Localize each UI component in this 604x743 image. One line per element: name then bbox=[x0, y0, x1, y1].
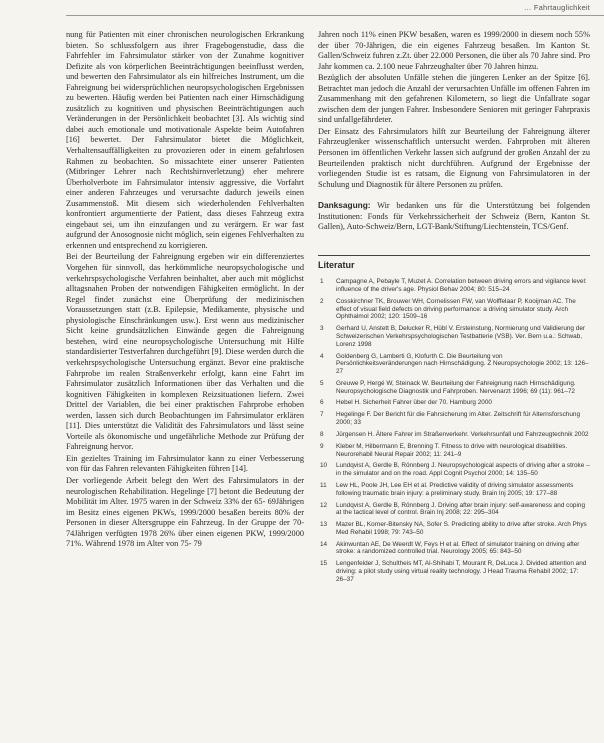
body-paragraph: Bei der Beurteilung der Fahreignung ergeben wir ein differenziertes Vorgehen für sinnvoll, das herkömmliche neuropsychologische und verkehrspsychologische Verfahren beinhaltet, aber auch mit möglichst alltagsnahen Proben der notwendigen Fähigkeiten ermöglicht. In der Regel findet zunächst eine Überprüfung der medizinischen Voraussetzungen statt (z.B. Epilepsie, Medikamente, physische und physiologische Einschränkungen usw.). Erst wenn aus medizinischer Sicht keine grundsätzlichen Einwände gegen die Fahreignung bestehen, wird eine neuropsychologische Untersuchung mit Hilfe standardisierter Testverfahren durchgeführt [9]. Diese werden durch die verkehrspsychologische Untersuchung ergänzt. Bevor eine praktische Fahrprobe im realen Straßenverkehr erfolgt, kann eine Fahrt im Fahrsimulator zusätzlich Informationen über das Verhalten und die kognitiven Fähigkeiten in komplexen Reizsituationen liefern. Zwei Drittel der Variablen, die bei einer praktischen Fahrprobe erhoben werden, lassen sich durch Beobachtungen im Fahrsimulator erklären [11]. Dies unterstützt die Validität des Fahrsimulators und lässt seine Vorteile als ökonomische und ungefährliche Methode zur Prüfung der Fahreignung hervor. bbox=[66, 252, 304, 452]
reference-number: 1 bbox=[320, 278, 324, 286]
reference-item bbox=[318, 482, 590, 497]
reference-item bbox=[318, 411, 590, 426]
reference-number: 9 bbox=[320, 442, 324, 450]
running-head: … Fahrtauglichkeit bbox=[523, 3, 590, 12]
reference-item bbox=[318, 399, 590, 407]
body-paragraph: nung für Patienten mit einer chronischen neurologischen Erkrankung bieten. So schlussfolgern aus ihrer Fragebogenstudie, dass die Fahrfehler im Fahrsimulator stärker von der Zunahme kognitiver Defizite als von körperlichen Beeinträchtigungen beeinflusst werden, und bewerten den Fahrsimulator als ein hilfreiches Instrument, um die Fahreignung bei widersprüchlichen neuropsychologischen Ergebnissen zu bewerten. Häufig werden bei Patienten nach einer Hirnschädigung zusätzlich zu kognitiven und physischen Beeinträchtigungen auch Veränderungen in der Persönlichkeit beobachtet [3]. Als wichtig sind dabei auch emotionale und motivationale Aspekte beim Autofahren [16] bewertet. Der Fahrsimulator bietet die Möglichkeit, Verhaltensauffälligkeiten zu provozieren oder in einem gefahrlosen Rahmen zu beobachten. So missachtete einer unserer Patienten (Mitbringer Lehrer nach Rechtshirnverletzung) eher mehrere Überholverbote im Fahrsimulator intensiv aggressive, die Vorfahrt einer anderen Fahrzeuges und verursachte dadurch jeweils einen Zusammenstoß. Mit diesem sich wiederholenden Fehlverhalten konfrontiert argumentierte der Patient, dass dieses Fahrzeug extra eingebaut sei, um ihn einzufangen und zu verärgern. Er war fast aufgrund der Anosognosie nicht möglich, sein eigenes Fehlverhalten zu erkennen und entsprechend zu korrigieren. bbox=[66, 30, 304, 250]
reference-number: 2 bbox=[320, 297, 324, 305]
acknowledgement bbox=[318, 200, 590, 233]
reference-number: 13 bbox=[320, 521, 328, 529]
reference-item bbox=[318, 541, 590, 556]
reference-list bbox=[318, 278, 590, 583]
body-paragraph: Ein gezieltes Training im Fahrsimulator kann zu einer Verbesserung von für das Fahren relevanten Fähigkeiten führen [14]. bbox=[66, 453, 304, 474]
reference-text: Kleber M, Hilbermann E, Brenning T. Fitness to drive with neurological disabilities. Neurorehabil Neural Repair 2002; 11: 241–9 bbox=[336, 442, 568, 458]
reference-text: Lew HL, Poole JH, Lee EH et al. Predictive validity of driving simulator assessments following traumatic brain injury: a preliminary study. Brain Inj 2005; 19: 177–88 bbox=[336, 481, 574, 497]
reference-item bbox=[318, 462, 590, 477]
reference-item bbox=[318, 502, 590, 517]
body-paragraph: Der Einsatz des Fahrsimulators hilft zur Beurteilung der Fahreignung älterer Fahrzeuglenker wissenschaftlich untersucht werden. Fahrproben mit älteren Personen im öffentlichen Verkehr lassen sich aufgrund der großen Anzahl der zu Beurteilenden praktisch nicht durchführen. Aufgrund der Ergebnisse der vorliegenden Studie ist es ratsam, die Eignung von Fahrsimulatoren in der Schulung und Diagnostik für ältere Personen zu prüfen. bbox=[318, 126, 590, 189]
reference-item bbox=[318, 380, 590, 395]
reference-text: Akinwuntan AE, De Weerdt W, Feys H et al. Effect of simulator training on driving after stroke: a randomized controlled trial. Neurology 2005; 65: 843–50 bbox=[336, 540, 580, 556]
reference-number: 4 bbox=[320, 352, 324, 360]
reference-text: Campagne A, Pebayle T, Muzet A. Correlation between driving errors and vigilance level: influence of the driver's age. Physiol Behav 2004; 80: 515–24 bbox=[336, 278, 587, 294]
reference-item bbox=[318, 521, 590, 536]
reference-number: 6 bbox=[320, 399, 324, 407]
body-paragraph: Der vorliegende Arbeit belegt den Wert des Fahrsimulators in der neurologischen Rehabilitation. Hegelinge [7] betont die Bedeutung der Mobilität im Alter. 1975 waren in der Schweiz 33% der 65- 69Jährigen im Besitz eines eigenen PKWs, 1999/2000 besaßen bereits 80% der Personen in dieser Altersgruppe ein Fahrzeug. In der Gruppe der 70- 74Jährigen verfügten 1978 26% über einen eigenen PKW, 1999/2000 71%. Während 1978 im Alter von 75- 79 bbox=[66, 475, 304, 549]
reference-text: Hegelinge F. Der Bericht für die Fahrsicherung im Alter. Zeitschrift für Alternsforschung 2000; 33 bbox=[336, 411, 581, 427]
acknowledgement-label: Danksagung: bbox=[318, 200, 371, 211]
reference-text: Hebel H. Sicherheit Fahrer über der 70. Hamburg 2000 bbox=[336, 399, 492, 407]
right-column bbox=[318, 30, 590, 588]
reference-text: Lengenfelder J, Schultheis MT, Al-Shihabi T, Mourant R, DeLuca J. Divided attention and driving: a pilot study using virtual reality technology. J Head Trauma Rehabil 2002; 17: 26–37 bbox=[336, 560, 587, 583]
reference-text: Greuwe P, Hergé W, Steinack W. Beurteilung der Fahreignung nach Hirnschädigung. Neuropsychologische Diagnostik und Fahrproben. Nervenarzt 1996; 69 (11): 961–72 bbox=[336, 379, 576, 395]
reference-text: Lundqvist A, Gerdle B, Rönnberg J. Neuropsychological aspects of driving after a stroke – in the simulator and on the road. Appl Cognit Psychol 2000; 14: 135–50 bbox=[336, 462, 590, 478]
reference-number: 5 bbox=[320, 379, 324, 387]
reference-number: 8 bbox=[320, 430, 324, 438]
reference-text: Gerhard U, Anstett B, Delucker R, Hübl V. Ersteinstung, Normierung und Validierung der Schweizerischen Verkehrspsychologischen Testbatterie (VSB). Ver. Bern u.a.: Schwab, Lorenz 1998 bbox=[336, 325, 586, 348]
acknowledgement-text: Wir bedanken uns für die Unterstützung bei folgenden Institutionen: Fonds für Verkehrssicherheit der Schweiz (Bern, Kanton St. Gallen), Auto-Schweiz/Bern, LGT-Bank/Stiftung/Liechtenstein, TCS/Genf. bbox=[318, 201, 590, 232]
reference-text: Jürgensen H. Ältere Fahrer im Straßenverkehr. Verkehrsunfall und Fahrzeugtechnik 2002 bbox=[336, 430, 589, 438]
header-rule bbox=[66, 15, 604, 16]
reference-item bbox=[318, 325, 590, 348]
reference-text: Cosskirchner TK, Brouwer WH, Cornelissen FW, van Wolffelaar P, Kooijman AC. The effect of visual field defects on driving performance: a driving simulator study. Arch Ophthalmol 2002; 120: 1509–16 bbox=[336, 297, 576, 321]
literature-heading: Literatur bbox=[318, 260, 355, 271]
section-divider bbox=[318, 255, 590, 257]
reference-text: Mazer BL, Korner-Bitensky NA, Sofer S. Predicting ability to drive after stroke. Arch Phys Med Rehabil 1998; 79: 743–50 bbox=[336, 521, 587, 536]
reference-item bbox=[318, 298, 590, 321]
reference-item bbox=[318, 560, 590, 583]
left-column bbox=[66, 30, 304, 550]
reference-item bbox=[318, 443, 590, 458]
reference-number: 7 bbox=[320, 411, 324, 419]
reference-number: 12 bbox=[320, 501, 328, 509]
reference-number: 11 bbox=[320, 481, 327, 489]
reference-text: Goldenberg G, Lamberti G, Klofurth C. Die Beurteilung von Persönlichkeitsveränderungen nach Hirnschädigung. Z Neuropsychologie 2002; 13: 126–27 bbox=[336, 352, 589, 375]
reference-text: Lundqvist A, Gerdle B, Rönnberg J. Driving after brain injury: self-awareness and coping at the tactical level of control. Brain Inj 2008; 22: 295–304 bbox=[336, 501, 586, 517]
body-paragraph: Jahren noch 11% einen PKW besaßen, waren es 1999/2000 in diesem noch 55% der über 70-Jährigen, die ein eigenes Fahrzeug besaßen. Im Kanton St. Gallen/Schweiz fuhren z.Zt. über 22.000 Personen, die über als 70 Jahre sind. Pro Jahr kommen ca. 2.100 neue Fahrzeughalter über 70 Jahren hinzu. bbox=[318, 30, 590, 71]
reference-number: 3 bbox=[320, 325, 324, 333]
reference-item bbox=[318, 278, 590, 293]
reference-number: 14 bbox=[320, 540, 328, 548]
reference-number: 10 bbox=[320, 462, 328, 470]
reference-number: 15 bbox=[320, 560, 328, 568]
reference-item bbox=[318, 353, 590, 376]
body-paragraph: Bezüglich der absoluten Unfälle stehen die jüngeren Lenker an der Spitze [6]. Betrachtet man jedoch die Anzahl der verursachten Unfälle im offenen Fahren im Zusammenhang mit den gefahrenen Kilometern, so liegt die Unfallrate sogar zwischen dem der jungen Fahrer. Insbesondere Senioren mit geringer Fahrpraxis sind unfallgefährdeter. bbox=[318, 73, 590, 125]
reference-item bbox=[318, 431, 590, 439]
